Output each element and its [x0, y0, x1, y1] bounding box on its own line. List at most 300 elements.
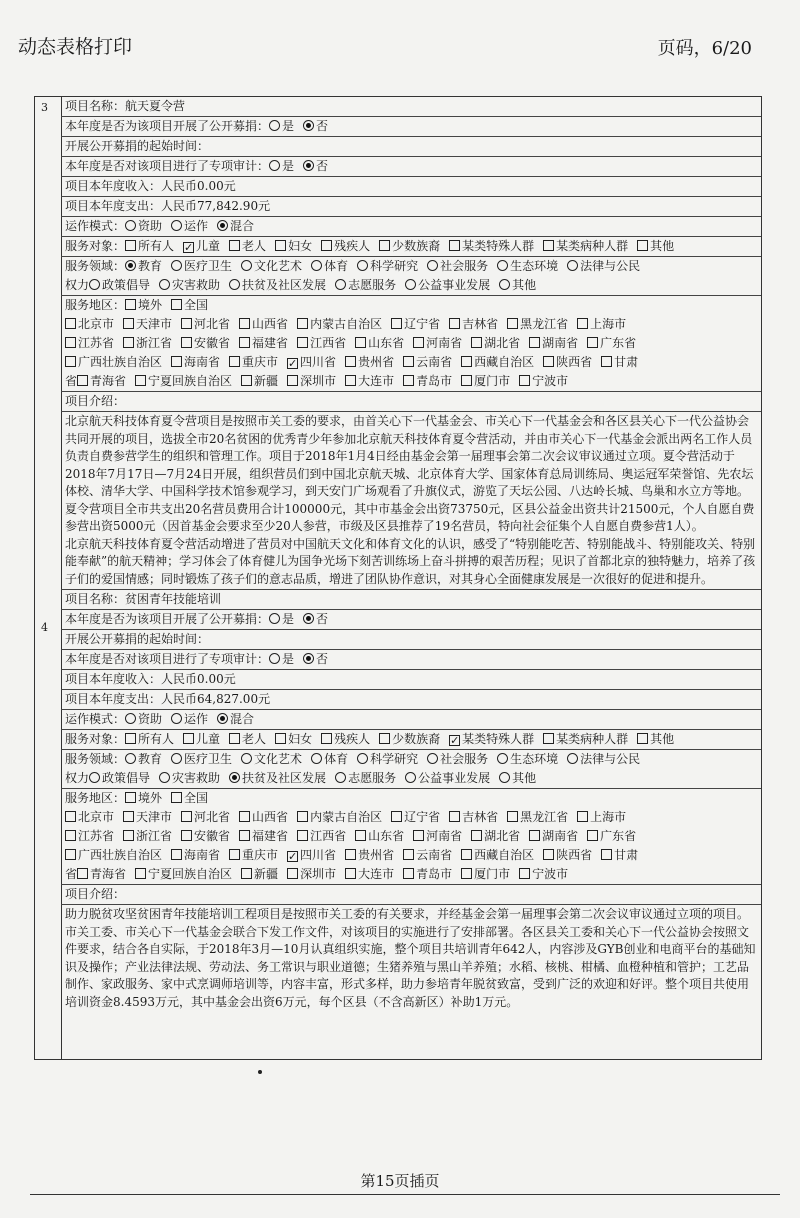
- checkbox[interactable]: [77, 375, 88, 386]
- checkbox[interactable]: [461, 375, 472, 386]
- checkbox[interactable]: [297, 811, 308, 822]
- radio-circle[interactable]: [567, 753, 578, 764]
- radio-circle[interactable]: [241, 753, 252, 764]
- checkbox[interactable]: ✓: [288, 357, 298, 370]
- radio-circle[interactable]: [217, 713, 228, 724]
- checkbox-option[interactable]: [355, 335, 404, 352]
- radio-option[interactable]: [405, 770, 490, 787]
- checkbox-option[interactable]: [637, 731, 674, 748]
- radio-option[interactable]: [427, 751, 488, 768]
- checkbox-option[interactable]: [345, 373, 394, 390]
- radio-option[interactable]: [303, 158, 328, 175]
- checkbox-option[interactable]: [403, 373, 452, 390]
- checkbox-option[interactable]: [543, 731, 628, 748]
- checkbox[interactable]: [471, 830, 482, 841]
- checkbox-option[interactable]: [135, 866, 232, 883]
- radio-option[interactable]: [125, 751, 162, 768]
- checkbox[interactable]: [125, 299, 136, 310]
- radio-circle[interactable]: [311, 260, 322, 271]
- checkbox[interactable]: [229, 240, 240, 251]
- radio-circle[interactable]: [497, 260, 508, 271]
- checkbox[interactable]: [275, 240, 286, 251]
- option-label: 青海省: [90, 867, 127, 881]
- checkbox-option[interactable]: [135, 373, 232, 390]
- option-label: 江西省: [310, 829, 347, 843]
- checkbox[interactable]: [587, 830, 598, 841]
- radio-option[interactable]: [311, 258, 348, 275]
- radio-option[interactable]: [217, 218, 254, 235]
- radio-option[interactable]: [241, 258, 302, 275]
- checkbox[interactable]: [529, 830, 540, 841]
- radio-circle[interactable]: [171, 753, 182, 764]
- checkbox[interactable]: [287, 375, 298, 386]
- checkbox[interactable]: [379, 240, 390, 251]
- radio-option[interactable]: [335, 277, 396, 294]
- checkbox-option[interactable]: [529, 335, 578, 352]
- checkbox-option[interactable]: [345, 866, 394, 883]
- checkbox-option[interactable]: [229, 238, 266, 255]
- checkbox[interactable]: [275, 733, 286, 744]
- checkbox[interactable]: [355, 830, 366, 841]
- checkbox[interactable]: [461, 868, 472, 879]
- checkbox-option[interactable]: [125, 731, 174, 748]
- radio-circle[interactable]: [89, 279, 100, 290]
- radio-circle[interactable]: [427, 260, 438, 271]
- checkbox-option[interactable]: [449, 809, 498, 826]
- radio-option[interactable]: [171, 751, 232, 768]
- radio-option[interactable]: [269, 118, 294, 135]
- checkbox[interactable]: [601, 849, 612, 860]
- checkbox-option[interactable]: [287, 847, 336, 864]
- checkbox-option[interactable]: [587, 335, 636, 352]
- checkbox[interactable]: [171, 356, 182, 367]
- checkbox-option[interactable]: [519, 866, 568, 883]
- option-label: 浙江省: [136, 829, 173, 843]
- checkbox-option[interactable]: [183, 731, 220, 748]
- checkbox[interactable]: [461, 849, 472, 860]
- checkbox-option[interactable]: [275, 731, 312, 748]
- checkbox-option[interactable]: [321, 731, 370, 748]
- radio-option[interactable]: [303, 118, 328, 135]
- checkbox-option[interactable]: [65, 828, 114, 845]
- radio-circle[interactable]: [497, 753, 508, 764]
- radio-circle[interactable]: [405, 772, 416, 783]
- radio-circle[interactable]: [567, 260, 578, 271]
- radio-circle[interactable]: [159, 279, 170, 290]
- checkbox[interactable]: [181, 318, 192, 329]
- radio-option[interactable]: [241, 751, 302, 768]
- checkbox-option[interactable]: [391, 809, 440, 826]
- radio-circle[interactable]: [217, 220, 228, 231]
- checkbox[interactable]: [65, 337, 76, 348]
- region-row: [61, 846, 761, 865]
- checkbox-option[interactable]: [65, 847, 162, 864]
- radio-circle[interactable]: [311, 753, 322, 764]
- checkbox[interactable]: [471, 337, 482, 348]
- checkbox[interactable]: [543, 240, 554, 251]
- checkbox-option[interactable]: [229, 847, 278, 864]
- radio-option[interactable]: [497, 258, 558, 275]
- radio-circle[interactable]: [171, 220, 182, 231]
- checkbox[interactable]: [543, 356, 554, 367]
- checkbox[interactable]: [229, 849, 240, 860]
- checkbox[interactable]: [403, 375, 414, 386]
- checkbox[interactable]: [181, 337, 192, 348]
- checkbox-option[interactable]: [529, 828, 578, 845]
- expense-value: 项目本年度支出：人民币77,842.90元: [65, 199, 271, 213]
- checkbox-option[interactable]: [123, 335, 172, 352]
- checkbox[interactable]: [391, 811, 402, 822]
- checkbox[interactable]: [125, 733, 136, 744]
- checkbox-option[interactable]: [297, 828, 346, 845]
- checkbox-option[interactable]: [241, 373, 278, 390]
- checkbox[interactable]: [637, 240, 648, 251]
- option-label: 医疗卫生: [184, 752, 233, 766]
- radio-option[interactable]: [125, 218, 162, 235]
- checkbox[interactable]: [125, 240, 136, 251]
- option-label: 安徽省: [194, 336, 231, 350]
- start-time-label: 开展公开募捐的起始时间：: [65, 139, 210, 153]
- checkbox[interactable]: [345, 356, 356, 367]
- checkbox[interactable]: [171, 849, 182, 860]
- checkbox-option[interactable]: [239, 316, 288, 333]
- radio-option[interactable]: [89, 277, 150, 294]
- option-label: 文化艺术: [254, 752, 303, 766]
- radio-circle[interactable]: [229, 772, 240, 783]
- checkbox-option[interactable]: [577, 316, 626, 333]
- checkbox-option[interactable]: [449, 316, 498, 333]
- checkbox-option[interactable]: [413, 335, 462, 352]
- checkbox-option[interactable]: [461, 373, 510, 390]
- checkbox-option[interactable]: [239, 828, 288, 845]
- radio-option[interactable]: [269, 611, 294, 628]
- checkbox-option[interactable]: [77, 373, 126, 390]
- radio-circle[interactable]: [229, 279, 240, 290]
- checkbox[interactable]: [65, 849, 76, 860]
- checkbox[interactable]: [239, 318, 250, 329]
- checkbox-option[interactable]: [449, 731, 534, 748]
- radio-circle[interactable]: [125, 260, 136, 271]
- radio-option[interactable]: [89, 770, 150, 787]
- checkbox[interactable]: [601, 356, 612, 367]
- checkbox[interactable]: [345, 375, 356, 386]
- checkbox-option[interactable]: [287, 354, 336, 371]
- checkbox[interactable]: [577, 811, 588, 822]
- radio-circle[interactable]: [125, 713, 136, 724]
- radio-circle[interactable]: [499, 772, 510, 783]
- checkbox[interactable]: [449, 811, 460, 822]
- checkbox[interactable]: [171, 792, 182, 803]
- checkbox[interactable]: [355, 337, 366, 348]
- checkbox[interactable]: [413, 830, 424, 841]
- checkbox[interactable]: [181, 830, 192, 841]
- checkbox-option[interactable]: [471, 828, 520, 845]
- checkbox[interactable]: [123, 830, 134, 841]
- checkbox[interactable]: [449, 318, 460, 329]
- checkbox-option[interactable]: [543, 847, 592, 864]
- checkbox-option[interactable]: [637, 238, 674, 255]
- radio-circle[interactable]: [335, 772, 346, 783]
- checkbox-option[interactable]: [183, 238, 220, 255]
- option-label: 残疾人: [334, 732, 371, 746]
- checkbox[interactable]: [413, 337, 424, 348]
- checkbox-option[interactable]: [171, 354, 220, 371]
- checkbox-option[interactable]: [379, 238, 440, 255]
- radio-option[interactable]: [159, 277, 220, 294]
- checkbox[interactable]: [77, 868, 88, 879]
- radio-option[interactable]: [303, 651, 328, 668]
- option-label: 否: [316, 119, 329, 133]
- checkbox[interactable]: [65, 356, 76, 367]
- project-name-row: [61, 590, 761, 610]
- checkbox-option[interactable]: [507, 316, 568, 333]
- option-label: 甘肃: [614, 355, 639, 369]
- checkbox-option[interactable]: [65, 316, 114, 333]
- checkbox-option[interactable]: [171, 790, 208, 807]
- checkbox-option[interactable]: [181, 335, 230, 352]
- checkbox[interactable]: [241, 868, 252, 879]
- checkbox[interactable]: [239, 811, 250, 822]
- checkbox-option[interactable]: [413, 828, 462, 845]
- radio-circle[interactable]: [269, 653, 280, 664]
- option-label: 公益事业发展: [418, 278, 491, 292]
- checkbox[interactable]: [391, 318, 402, 329]
- radio-option[interactable]: [217, 711, 254, 728]
- option-label: 吉林省: [462, 810, 499, 824]
- checkbox[interactable]: [125, 792, 136, 803]
- checkbox-option[interactable]: [297, 335, 346, 352]
- intro-label: 项目介绍：: [65, 394, 126, 408]
- radio-option[interactable]: [125, 711, 162, 728]
- radio-circle[interactable]: [303, 613, 314, 624]
- option-label: 境外: [138, 791, 163, 805]
- checkbox-option[interactable]: [507, 809, 568, 826]
- checkbox-option[interactable]: [471, 335, 520, 352]
- checkbox-option[interactable]: [543, 238, 628, 255]
- checkbox-option[interactable]: [239, 809, 288, 826]
- checkbox-option[interactable]: [125, 238, 174, 255]
- option-label: 厦门市: [474, 867, 511, 881]
- question-label: 本年度是否对该项目进行了专项审计：: [65, 652, 270, 666]
- checkbox[interactable]: ✓: [288, 850, 298, 863]
- checkbox-option[interactable]: [181, 828, 230, 845]
- radio-option[interactable]: [335, 770, 396, 787]
- radio-option[interactable]: [303, 611, 328, 628]
- checkbox-option[interactable]: [297, 316, 382, 333]
- checkbox-option[interactable]: [587, 828, 636, 845]
- checkbox-option[interactable]: [77, 866, 126, 883]
- checkbox-option[interactable]: [403, 354, 452, 371]
- checkbox-option[interactable]: [65, 335, 114, 352]
- radio-circle[interactable]: [335, 279, 346, 290]
- checkbox-option[interactable]: [403, 866, 452, 883]
- checkbox[interactable]: [403, 849, 414, 860]
- radio-option[interactable]: [159, 770, 220, 787]
- checkbox-option[interactable]: [379, 731, 440, 748]
- checkbox[interactable]: [449, 240, 460, 251]
- radio-circle[interactable]: [89, 772, 100, 783]
- checkbox-option[interactable]: [449, 238, 534, 255]
- radio-option[interactable]: [405, 277, 490, 294]
- option-label: 否: [316, 612, 329, 626]
- checkbox[interactable]: [229, 356, 240, 367]
- checkbox[interactable]: [229, 733, 240, 744]
- radio-circle[interactable]: [269, 613, 280, 624]
- radio-circle[interactable]: [125, 753, 136, 764]
- radio-option[interactable]: [171, 258, 232, 275]
- radio-circle[interactable]: [303, 120, 314, 131]
- checkbox[interactable]: [577, 318, 588, 329]
- radio-circle[interactable]: [171, 260, 182, 271]
- checkbox[interactable]: [529, 337, 540, 348]
- radio-circle[interactable]: [427, 753, 438, 764]
- checkbox[interactable]: [287, 868, 298, 879]
- checkbox[interactable]: [461, 356, 472, 367]
- checkbox-option[interactable]: [601, 354, 638, 371]
- checkbox[interactable]: [297, 337, 308, 348]
- checkbox[interactable]: [637, 733, 648, 744]
- radio-circle[interactable]: [405, 279, 416, 290]
- radio-option[interactable]: [497, 751, 558, 768]
- target-label: 服务对象：: [65, 732, 126, 746]
- radio-option[interactable]: [229, 770, 326, 787]
- radio-option[interactable]: [269, 158, 294, 175]
- checkbox[interactable]: [239, 830, 250, 841]
- radio-circle[interactable]: [357, 753, 368, 764]
- radio-circle[interactable]: [241, 260, 252, 271]
- checkbox[interactable]: [183, 733, 194, 744]
- checkbox-option[interactable]: [577, 809, 626, 826]
- checkbox[interactable]: [345, 868, 356, 879]
- checkbox-option[interactable]: [171, 847, 220, 864]
- option-label: 江苏省: [78, 829, 115, 843]
- option-label: 浙江省: [136, 336, 173, 350]
- checkbox[interactable]: [519, 868, 530, 879]
- option-label: 法律与公民: [580, 752, 641, 766]
- checkbox-option[interactable]: [239, 335, 288, 352]
- checkbox[interactable]: [379, 733, 390, 744]
- radio-option[interactable]: [499, 277, 536, 294]
- checkbox[interactable]: [123, 318, 134, 329]
- checkbox-option[interactable]: [65, 809, 114, 826]
- checkbox[interactable]: [239, 337, 250, 348]
- checkbox-option[interactable]: [171, 297, 208, 314]
- checkbox[interactable]: [65, 811, 76, 822]
- checkbox[interactable]: [507, 318, 518, 329]
- radio-circle[interactable]: [269, 120, 280, 131]
- checkbox[interactable]: [297, 318, 308, 329]
- checkbox-option[interactable]: [403, 847, 452, 864]
- checkbox-option[interactable]: [601, 847, 638, 864]
- checkbox[interactable]: [321, 240, 332, 251]
- radio-option[interactable]: [499, 770, 536, 787]
- checkbox[interactable]: [543, 849, 554, 860]
- checkbox[interactable]: [123, 811, 134, 822]
- radio-circle[interactable]: [125, 220, 136, 231]
- checkbox-option[interactable]: [125, 790, 162, 807]
- checkbox-option[interactable]: [181, 809, 230, 826]
- radio-option[interactable]: [229, 277, 326, 294]
- checkbox[interactable]: [345, 849, 356, 860]
- checkbox-option[interactable]: [345, 354, 394, 371]
- checkbox-option[interactable]: [287, 866, 336, 883]
- checkbox-option[interactable]: [123, 809, 172, 826]
- checkbox[interactable]: [403, 868, 414, 879]
- checkbox-option[interactable]: [519, 373, 568, 390]
- page-indicator: 页码，6/20: [657, 38, 752, 59]
- checkbox-option[interactable]: [181, 316, 230, 333]
- checkbox[interactable]: [543, 733, 554, 744]
- checkbox[interactable]: [65, 830, 76, 841]
- checkbox-option[interactable]: [461, 866, 510, 883]
- checkbox[interactable]: [65, 318, 76, 329]
- checkbox-option[interactable]: [461, 354, 534, 371]
- checkbox-option[interactable]: [461, 847, 534, 864]
- radio-option[interactable]: [357, 751, 418, 768]
- checkbox[interactable]: [181, 811, 192, 822]
- checkbox[interactable]: [297, 830, 308, 841]
- checkbox[interactable]: [519, 375, 530, 386]
- checkbox-option[interactable]: [229, 731, 266, 748]
- checkbox-option[interactable]: [345, 847, 394, 864]
- radio-circle[interactable]: [303, 653, 314, 664]
- radio-circle[interactable]: [269, 160, 280, 171]
- checkbox[interactable]: [171, 299, 182, 310]
- radio-option[interactable]: [125, 258, 162, 275]
- radio-circle[interactable]: [159, 772, 170, 783]
- checkbox[interactable]: ✓: [450, 734, 460, 747]
- radio-circle[interactable]: [303, 160, 314, 171]
- option-label: 扶贫及社区发展: [242, 771, 327, 785]
- radio-option[interactable]: [311, 751, 348, 768]
- checkbox-option[interactable]: [321, 238, 370, 255]
- checkbox-option[interactable]: [391, 316, 440, 333]
- question-label: 本年度是否为该项目开展了公开募捐：: [65, 612, 270, 626]
- checkbox-option[interactable]: [229, 354, 278, 371]
- checkbox[interactable]: [135, 868, 146, 879]
- checkbox[interactable]: [123, 337, 134, 348]
- radio-circle[interactable]: [357, 260, 368, 271]
- checkbox-option[interactable]: [123, 828, 172, 845]
- checkbox[interactable]: [135, 375, 146, 386]
- checkbox[interactable]: ✓: [184, 241, 194, 254]
- checkbox-option[interactable]: [297, 809, 382, 826]
- option-label: 深圳市: [300, 374, 337, 388]
- checkbox-option[interactable]: [355, 828, 404, 845]
- checkbox-option[interactable]: [65, 354, 162, 371]
- checkbox-option[interactable]: [543, 354, 592, 371]
- radio-option[interactable]: [171, 711, 208, 728]
- radio-option[interactable]: [269, 651, 294, 668]
- radio-option[interactable]: [357, 258, 418, 275]
- checkbox-option[interactable]: [241, 866, 278, 883]
- radio-option[interactable]: [427, 258, 488, 275]
- radio-circle[interactable]: [499, 279, 510, 290]
- radio-option[interactable]: [171, 218, 208, 235]
- radio-circle[interactable]: [171, 713, 182, 724]
- checkbox[interactable]: [403, 356, 414, 367]
- checkbox-option[interactable]: [287, 373, 336, 390]
- checkbox-option[interactable]: [125, 297, 162, 314]
- checkbox-option[interactable]: [123, 316, 172, 333]
- checkbox[interactable]: [587, 337, 598, 348]
- checkbox-option[interactable]: [275, 238, 312, 255]
- radio-option[interactable]: [567, 258, 640, 275]
- checkbox[interactable]: [507, 811, 518, 822]
- checkbox[interactable]: [321, 733, 332, 744]
- radio-option[interactable]: [567, 751, 640, 768]
- checkbox[interactable]: [241, 375, 252, 386]
